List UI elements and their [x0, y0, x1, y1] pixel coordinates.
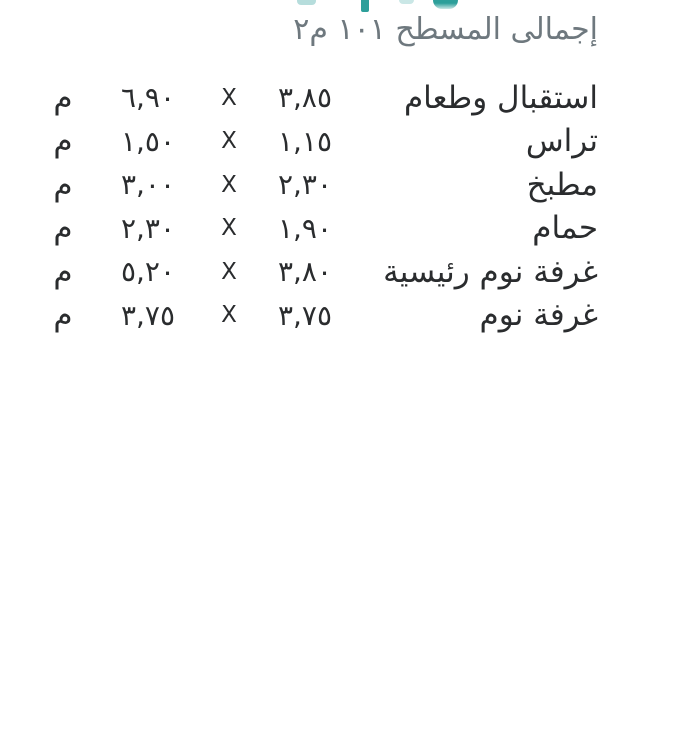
- cropped-letter-fragment-icon: [433, 0, 458, 9]
- meter-unit-label: م: [53, 253, 73, 290]
- room-dimension-a: ١,١٥: [277, 124, 333, 158]
- total-area-heading: إجمالى المسطح ١٠١ م٢: [293, 12, 598, 47]
- cropped-letter-fragment-icon: [361, 0, 369, 12]
- room-dimension-a: ٣,٨٠: [277, 255, 333, 289]
- room-name: حمام: [532, 210, 598, 247]
- meter-unit-label: م: [53, 166, 73, 203]
- room-dimension-b: ٣,٠٠: [120, 168, 176, 202]
- room-dimension-b: ١,٥٠: [120, 124, 176, 158]
- room-row-bedroom: [0, 294, 688, 338]
- meter-unit-label: م: [53, 297, 73, 334]
- room-dimension-a: ٢,٣٠: [277, 168, 333, 202]
- room-name: مطبخ: [526, 166, 598, 203]
- meter-unit-label: م: [53, 210, 73, 247]
- room-dimension-a: ١,٩٠: [277, 211, 333, 245]
- dimension-separator: X: [221, 84, 237, 111]
- room-dimension-a: ٣,٧٥: [277, 298, 333, 332]
- room-name: غرفة نوم: [479, 297, 598, 334]
- dimension-separator: X: [221, 258, 237, 285]
- room-row-master-bedroom: [0, 250, 688, 294]
- dimension-separator: X: [221, 128, 237, 155]
- room-dimension-b: ٦,٩٠: [120, 81, 176, 115]
- room-row-kitchen: [0, 163, 688, 207]
- room-name: استقبال وطعام: [403, 79, 598, 116]
- room-name: غرفة نوم رئيسية: [383, 253, 598, 290]
- room-row-reception-dining: [0, 76, 688, 120]
- dimension-separator: X: [221, 215, 237, 242]
- room-dimensions-list: [0, 76, 688, 337]
- room-dimension-b: ٣,٧٥: [120, 298, 176, 332]
- room-row-terrace: [0, 120, 688, 164]
- dimension-separator: X: [221, 302, 237, 329]
- cropped-letter-fragment-icon: [399, 0, 414, 4]
- dimension-separator: X: [221, 171, 237, 198]
- room-dimension-b: ٢,٣٠: [120, 211, 176, 245]
- room-dimension-b: ٥,٢٠: [120, 255, 176, 289]
- room-name: تراس: [525, 123, 598, 160]
- cropped-letter-fragment-icon: [297, 0, 316, 5]
- room-row-bathroom: [0, 207, 688, 251]
- meter-unit-label: م: [53, 123, 73, 160]
- room-dimension-a: ٣,٨٥: [277, 81, 333, 115]
- meter-unit-label: م: [53, 79, 73, 116]
